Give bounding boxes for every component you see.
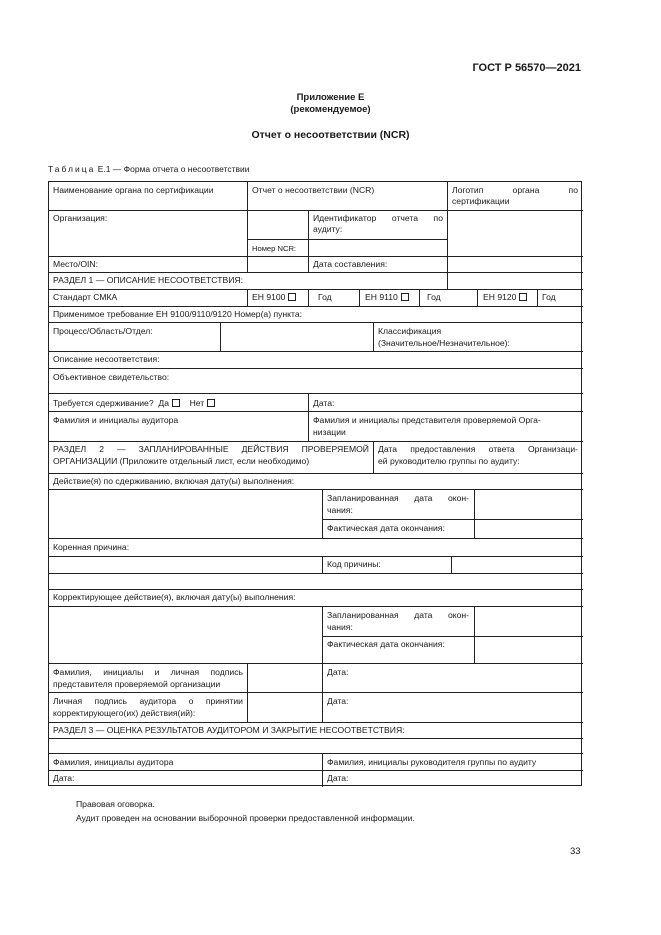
row-line xyxy=(49,322,583,323)
table-caption-prefix: Таблица xyxy=(48,164,96,174)
ncr-number-label: Номер NCR: xyxy=(252,244,297,253)
row-line xyxy=(49,473,583,474)
col-line xyxy=(247,663,248,722)
en9100-option xyxy=(252,292,296,303)
qms-standard-label: Стандарт СМКА xyxy=(53,292,118,302)
en9110-label: ЕН 9110 xyxy=(365,292,398,302)
row-line xyxy=(49,306,583,307)
containment-row xyxy=(53,398,215,409)
response-date-line1: Дата предоставления ответа Организаци- xyxy=(378,444,578,454)
en9120-checkbox[interactable] xyxy=(519,293,527,301)
col-line xyxy=(308,289,309,306)
cert-body-name-label: Наименование органа по сертификации xyxy=(53,185,214,195)
process-label: Процесс/Область/Отдел: xyxy=(53,326,153,336)
nc-description-label: Описание несоответствия: xyxy=(53,354,160,364)
en9110-option xyxy=(365,292,409,303)
ncr-report-label: Отчет о несоответствии (NCR) xyxy=(252,185,375,195)
row-line xyxy=(49,538,583,539)
row-line xyxy=(49,663,583,664)
rep-signature-date-label: Дата: xyxy=(327,667,349,677)
col-line xyxy=(247,182,248,272)
logo-label-line1: Логотип органа по xyxy=(452,185,578,195)
audit-id-label-line2: аудиту: xyxy=(313,224,343,234)
col-line xyxy=(308,256,309,272)
col-line xyxy=(308,210,309,256)
col-line xyxy=(474,606,475,663)
rep-signature-line2: представителя проверяемой организации xyxy=(53,679,221,689)
team-leader-names-label: Фамилия, инициалы руководителя группы по аудиту xyxy=(327,757,537,767)
planned-completion-line1: Запланированная дата окон- xyxy=(327,493,469,503)
ncr-form-table xyxy=(48,181,582,786)
actual-completion-label: Фактическая дата окончания: xyxy=(327,523,445,533)
col-line xyxy=(322,556,323,573)
col-line xyxy=(447,182,448,289)
auditor-signature-date-label: Дата: xyxy=(327,696,349,706)
row-line xyxy=(49,489,583,490)
rep-signature-line1: Фамилия, инициалы и личная подпись xyxy=(53,667,243,677)
row-line xyxy=(49,272,583,273)
actual-completion2-label: Фактическая дата окончания: xyxy=(327,639,445,649)
col-line xyxy=(451,556,452,573)
en9120-year-label: Год xyxy=(542,292,556,302)
appendix-label: Приложение Е xyxy=(296,92,365,103)
auditor-name-label: Фамилия и инициалы аудитора xyxy=(53,415,179,425)
en9100-label: ЕН 9100 xyxy=(252,292,286,302)
objective-evidence-label: Объективное свидетельство: xyxy=(53,372,170,382)
section2-title-line1: РАЗДЕЛ 2 — ЗАПЛАНИРОВАННЫЕ ДЕЙСТВИЯ ПРОВЕРЯЕМОЙ xyxy=(53,444,369,454)
no-label: Нет xyxy=(189,398,205,408)
disclaimer: Правовая оговорка. xyxy=(76,799,155,809)
auditor-names-label: Фамилия, инициалы аудитора xyxy=(53,757,174,767)
en9100-year-label: Год xyxy=(318,292,332,302)
en9110-checkbox[interactable] xyxy=(401,293,409,301)
audit-note: Аудит проведен на основании выборочной проверки предоставленной информации. xyxy=(76,813,415,823)
col-line xyxy=(477,289,478,306)
col-line xyxy=(247,289,248,306)
row-line xyxy=(322,519,583,520)
row-line xyxy=(49,556,583,557)
row-line xyxy=(49,289,583,290)
organization-label: Организация: xyxy=(53,213,108,223)
row-line xyxy=(49,589,583,590)
standard-number: ГОСТ Р 56570—2021 xyxy=(472,62,581,74)
corrective-actions-label: Корректирующее действие(я), включая дату(ы) выполнения: xyxy=(53,592,296,602)
col-line xyxy=(220,322,221,351)
yes-label: Да xyxy=(158,398,169,408)
row-line xyxy=(49,351,583,352)
col-line xyxy=(308,393,309,441)
en9100-checkbox[interactable] xyxy=(288,293,296,301)
col-line xyxy=(322,663,323,722)
appendix-title xyxy=(0,92,661,116)
row-line xyxy=(49,210,583,211)
response-date-line2: ей руководителю группы по аудиту: xyxy=(378,456,520,466)
row-line xyxy=(247,239,447,240)
containment-actions-label: Действие(я) по сдерживанию, включая дату(ы) выполнения: xyxy=(53,476,295,486)
col-line xyxy=(373,441,374,473)
section2-title-line2: ОРГАНИЗАЦИИ (Приложите отдельный лист, если необходимо) xyxy=(53,456,310,466)
row-line xyxy=(49,722,583,723)
en9110-year-label: Год xyxy=(427,292,441,302)
yes-checkbox[interactable] xyxy=(172,399,180,407)
org-rep-name-line2: низации xyxy=(313,427,346,437)
team-leader-date-label: Дата: xyxy=(327,773,349,783)
planned-completion2-line1: Запланированная дата окон- xyxy=(327,610,469,620)
row-line xyxy=(49,368,583,369)
col-line xyxy=(322,489,323,538)
auditor-signature-line2: корректирующего(их) действия(ий): xyxy=(53,708,196,718)
no-checkbox[interactable] xyxy=(207,399,215,407)
containment-required-label: Требуется сдерживание? xyxy=(53,398,154,408)
col-line xyxy=(419,289,420,306)
planned-completion2-line2: чания: xyxy=(327,622,353,632)
row-line xyxy=(322,636,583,637)
row-line xyxy=(49,441,583,442)
logo-label-line2: сертификации xyxy=(452,196,510,206)
date-compiled-label: Дата составления: xyxy=(313,259,388,269)
section3-title: РАЗДЕЛ 3 — ОЦЕНКА РЕЗУЛЬТАТОВ АУДИТОРОМ И ЗАКРЫТИЕ НЕСООТВЕТСТВИЯ: xyxy=(53,725,405,735)
org-rep-name-line1: Фамилия и инициалы представителя проверяемой Орга- xyxy=(313,415,541,425)
en9120-label: ЕН 9120 xyxy=(483,292,517,302)
root-cause-label: Коренная причина: xyxy=(53,542,130,552)
col-line xyxy=(373,322,374,351)
en9120-option xyxy=(483,292,527,303)
section1-title: РАЗДЕЛ 1 — ОПИСАНИЕ НЕСООТВЕТСТВИЯ: xyxy=(53,275,243,285)
page-number: 33 xyxy=(570,846,581,857)
row-line xyxy=(49,393,583,394)
appendix-subtitle: (рекомендуемое) xyxy=(290,104,371,115)
table-caption xyxy=(48,164,250,174)
containment-date-label: Дата: xyxy=(313,398,335,408)
row-line xyxy=(49,606,583,607)
row-line xyxy=(49,411,583,412)
row-line xyxy=(49,256,583,257)
report-title: Отчет о несоответствии (NCR) xyxy=(251,129,410,141)
planned-completion-line2: чания: xyxy=(327,505,353,515)
col-line xyxy=(359,289,360,306)
classification-label-line2: (Значительное/Незначительное): xyxy=(378,338,510,348)
location-label: Место/OIN: xyxy=(53,259,99,269)
cause-code-label: Код причины: xyxy=(327,559,381,569)
row-line xyxy=(49,692,583,693)
audit-id-label-line1: Идентификатор отчета по xyxy=(313,213,443,223)
col-line xyxy=(322,753,323,787)
row-line xyxy=(49,738,583,739)
col-line xyxy=(537,289,538,306)
col-line xyxy=(322,606,323,663)
table-caption-text: Е.1 — Форма отчета о несоответствии xyxy=(95,164,250,174)
row-line xyxy=(49,753,583,754)
row-line xyxy=(49,770,583,771)
col-line xyxy=(474,489,475,538)
row-line xyxy=(49,573,583,574)
requirement-label: Применимое требование ЕН 9100/9110/9120 Номер(а) пункта: xyxy=(53,309,303,319)
auditor-signature-line1: Личная подпись аудитора о принятии xyxy=(53,696,243,706)
auditor-date-label: Дата: xyxy=(53,773,75,783)
classification-label-line1: Классификация xyxy=(378,326,442,336)
